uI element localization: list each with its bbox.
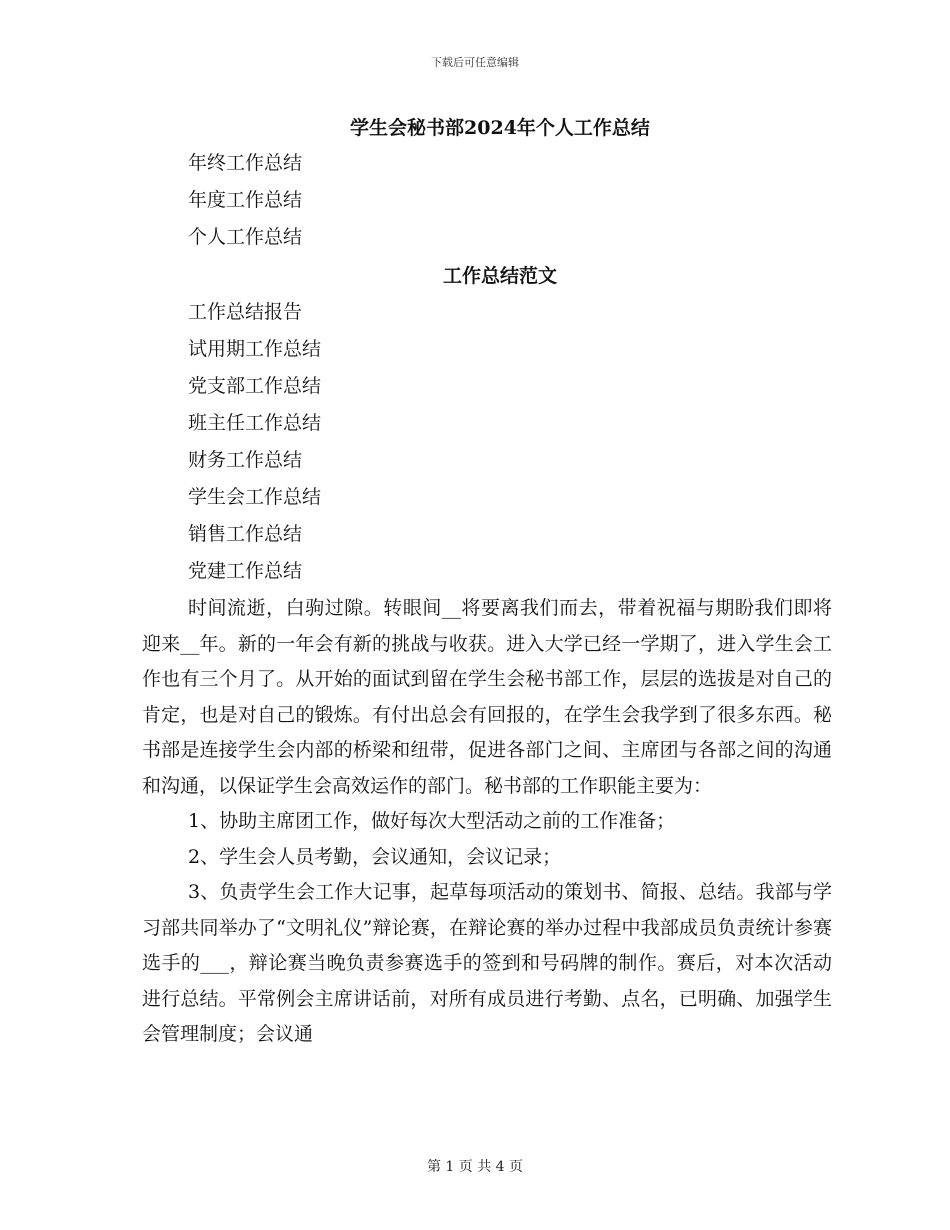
body-text [142,591,832,1053]
page-number: 第 1 页 共 4 页 [426,1159,524,1175]
list-item[interactable]: 销售工作总结 [188,523,303,545]
list-item[interactable]: 个人工作总结 [188,226,303,248]
list-item[interactable]: 年终工作总结 [188,152,303,174]
list-item[interactable]: 班主任工作总结 [188,412,322,434]
list-item[interactable]: 学生会工作总结 [188,486,322,508]
section-title: 工作总结范文 [442,265,557,287]
list-item[interactable]: 试用期工作总结 [188,338,322,360]
sample-link-list [188,294,321,590]
list-item[interactable]: 党支部工作总结 [188,375,322,397]
header-note: 下载后可任意编辑 [431,56,519,69]
document-title: 学生会秘书部2024年个人工作总结 [350,117,650,139]
paragraph: 3、负责学生会工作大记事，起草每项活动的策划书、简报、总结。我部与学习部共同举办了“文明礼仪”辩论赛，在辩论赛的举办过程中我部成员负责统计参赛选手的___，辩论赛当晚负责参赛选手的签到和号码牌的制作。赛后，对本次活动进行总结。平常例会主席讲话前，对所有成员进行考勤、点名，已明确、加强学生会管理制度；会议通 [142,881,832,1045]
list-item[interactable]: 党建工作总结 [188,560,303,582]
list-item[interactable]: 财务工作总结 [188,449,303,471]
summary-link-list [188,145,302,256]
paragraph: 2、学生会人员考勤，会议通知，会议记录； [188,845,562,868]
paragraph: 时间流逝，白驹过隙。转眼间__将要离我们而去，带着祝福与期盼我们即将迎来__年。新的一年会有新的挑战与收获。进入大学已经一学期了，进入学生会工作也有三个月了。从开始的面试到留在学生会秘书部工作，层层的选拔是对自己的肯定，也是对自己的锻炼。有付出总会有回报的，在学生会我学到了很多东西。秘书部是连接学生会内部的桥梁和纽带，促进各部门之间、主席团与各部之间的沟通和沟通，以保证学生会高效运作的部门。秘书部的工作职能主要为： [142,597,832,797]
paragraph: 1、协助主席团工作，做好每次大型活动之前的工作准备； [188,810,676,832]
list-item[interactable]: 工作总结报告 [188,301,303,323]
list-item[interactable]: 年度工作总结 [188,189,303,211]
